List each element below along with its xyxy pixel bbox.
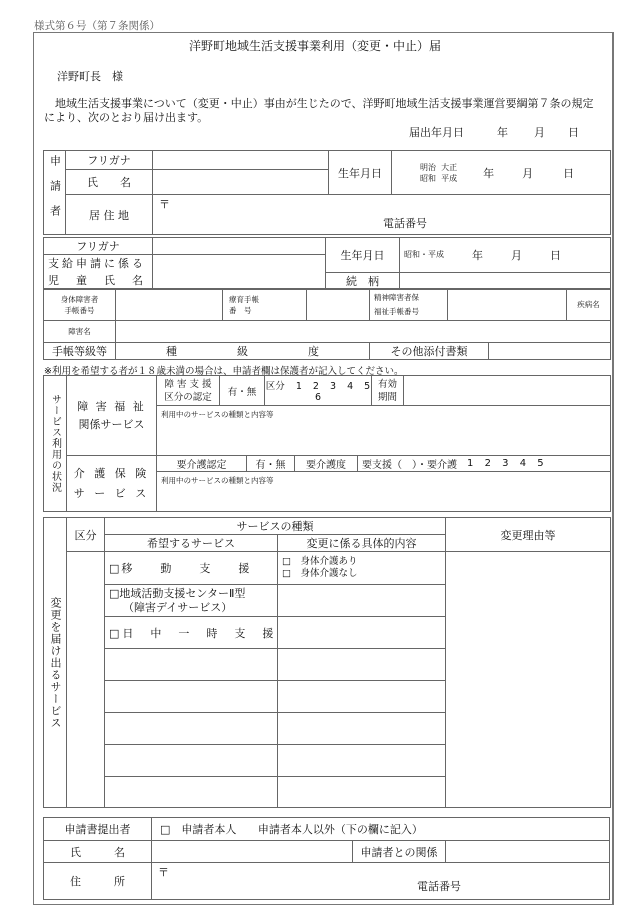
class-option-1[interactable]: 1 (295, 381, 302, 392)
grade-level: 級 (237, 345, 248, 358)
grade-input[interactable] (116, 343, 370, 360)
applicant-name-label: 氏 名 (66, 170, 153, 195)
form-number: 様式第６号（第７条関係） (34, 20, 160, 32)
disability-name-input[interactable] (116, 321, 611, 343)
details-row-6[interactable] (278, 713, 446, 745)
category-input[interactable] (67, 552, 105, 808)
class-option-list[interactable] (296, 381, 370, 403)
submission-month-label: 月 (534, 126, 545, 139)
submitter-phone-label: 電話番号 (417, 880, 461, 893)
service-row-8[interactable] (105, 777, 278, 808)
applicant-section-label: 申請者 (44, 151, 66, 235)
submission-year-label: 年 (497, 126, 508, 139)
care-option-3[interactable]: 3 (502, 458, 509, 469)
care-level-options[interactable] (467, 458, 544, 469)
form-title: 洋野町地域生活支援事業利用（変更・中止）届 (188, 39, 441, 53)
welfare-service-label: 障 害 福 祉 関係サービス (67, 376, 157, 456)
details-row-7[interactable] (278, 745, 446, 777)
applicant-birthdate-label: 生年月日 (329, 151, 392, 195)
service-status-section-label: サービス利用の状況 (44, 376, 67, 512)
note-text: ※利用を希望する者が１８歳未満の場合は、申請者欄は保護者が記入してください。 (44, 366, 404, 377)
care-cert-label: 要介護認定 (157, 456, 247, 471)
physical-care-no-checkbox[interactable]: □ 身体介護なし (282, 568, 358, 579)
rehab-cert-label: 療育手帳 番 号 (223, 289, 307, 321)
submitter-relation-input[interactable] (446, 841, 610, 863)
change-services-table (43, 517, 611, 808)
validity-input[interactable] (404, 376, 611, 406)
child-day-label: 日 (550, 248, 561, 262)
submitter-other-option[interactable]: 申請者本人以外（下の欄に記入） (257, 823, 423, 836)
class-option-3[interactable]: 3 (330, 381, 337, 392)
applicant-address-input[interactable] (153, 195, 611, 235)
reason-label: 変更理由等 (446, 518, 611, 552)
welfare-current-services[interactable]: 利用中のサービスの種類と内容等 (157, 406, 611, 456)
child-birthdate-input[interactable] (400, 238, 611, 273)
intro-text: 地域生活支援事業について（変更・中止）事由が生じたので、洋野町地域生活支援事業運営要綱第７条の規定により、次のとおり届け出ます。 (44, 97, 594, 124)
child-table (43, 237, 611, 290)
desired-service-label: 希望するサービス (105, 535, 278, 552)
child-name-label: 支給申請に係る 児 童 氏 名 (44, 255, 153, 290)
care-support-option[interactable]: 要支援（ ）・要介護 (362, 460, 457, 471)
submitter-address-input[interactable] (152, 863, 610, 900)
child-year-label: 年 (472, 248, 483, 262)
service-row-6[interactable] (105, 713, 278, 745)
applicant-name-input[interactable] (153, 170, 329, 195)
care-option-5[interactable]: 5 (537, 458, 544, 469)
support-cert-yes-no[interactable]: 有・無 (220, 376, 265, 406)
child-eras: 昭和・平成 (404, 250, 444, 260)
disability-name-label: 障害名 (44, 321, 116, 343)
reason-input[interactable] (446, 552, 611, 808)
era-meiji: 明治 (420, 162, 436, 172)
submitter-relation-label: 申請者との関係 (353, 841, 446, 863)
postal-mark: 〒 (159, 198, 170, 211)
rehab-cert-input[interactable] (307, 289, 370, 321)
birth-month-label: 月 (522, 166, 534, 180)
class-option-2[interactable]: 2 (312, 381, 319, 392)
addressee: 洋野町長 様 (57, 70, 123, 83)
grade-type: 種 (166, 345, 177, 358)
class-option-4[interactable]: 4 (347, 381, 354, 392)
care-option-2[interactable]: 2 (484, 458, 491, 469)
child-relation-input[interactable] (400, 272, 611, 290)
service-row-3[interactable]: □日 中 一 時 支 援 (105, 617, 278, 649)
physical-care-yes-checkbox[interactable]: □ 身体介護あり (282, 556, 358, 567)
care-level-label: 要介護度 (295, 456, 358, 471)
certificates-table (43, 288, 611, 360)
details-row-4[interactable] (278, 649, 446, 681)
child-birthdate-label: 生年月日 (326, 238, 400, 273)
service-row-7[interactable] (105, 745, 278, 777)
service-type-label: サービスの種類 (105, 518, 446, 535)
child-furigana-input[interactable] (153, 238, 326, 255)
care-cert-row (157, 456, 611, 472)
physical-cert-input[interactable] (116, 289, 223, 321)
applicant-furigana-label: フリガナ (66, 151, 153, 170)
submitter-table (43, 817, 610, 900)
details-row-2[interactable] (278, 585, 446, 617)
class-label: 区分 (265, 381, 285, 392)
validity-label: 有効 期間 (372, 376, 404, 406)
attachments-label: その他添付書類 (370, 343, 489, 360)
birth-day-label: 日 (563, 166, 575, 180)
class-option-5[interactable]: 5 (364, 381, 371, 392)
service-row-2[interactable]: □地域活動支援センターⅡ型 （障害デイサービス） (105, 585, 278, 617)
disease-label: 疾病名 (567, 289, 611, 321)
submission-day-label: 日 (568, 126, 579, 139)
care-cert-yes-no[interactable]: 有・無 (247, 456, 295, 471)
service-row-4[interactable] (105, 649, 278, 681)
details-row-8[interactable] (278, 777, 446, 808)
details-row-3[interactable] (278, 617, 446, 649)
support-cert-label: 障 害 支 援 区分の認定 (157, 376, 220, 406)
physical-cert-label: 身体障害者 手帳番号 (44, 289, 116, 321)
attachments-input[interactable] (489, 343, 611, 360)
class-option-6[interactable]: 6 (314, 392, 322, 403)
phone-label: 電話番号 (383, 217, 427, 230)
service-status-table (43, 375, 611, 512)
care-current-services[interactable]: 利用中のサービスの種類と内容等 (157, 472, 611, 512)
support-class-options[interactable] (265, 376, 372, 406)
details-row-5[interactable] (278, 681, 446, 713)
details-row-1[interactable] (278, 552, 446, 585)
era-showa: 昭和 (420, 173, 436, 183)
birth-year-label: 年 (483, 166, 495, 180)
submitter-name-label: 氏 名 (44, 841, 152, 863)
submitter-postal-mark: 〒 (158, 866, 169, 879)
change-details-label: 変更に係る具体的内容 (278, 535, 446, 552)
applicant-address-label: 居 住 地 (66, 195, 153, 235)
era-taisho: 大正 (441, 162, 458, 172)
category-label: 区分 (67, 518, 105, 552)
submitter-self-checkbox[interactable]: □ 申請者本人 (160, 823, 237, 836)
child-furigana-label: フリガナ (44, 238, 153, 255)
era-heisei: 平成 (441, 173, 458, 183)
mental-cert-label: 精神障害者保 福祉手帳番号 (370, 289, 448, 321)
submitter-options (152, 818, 610, 841)
change-section-label: 変更を届け出るサービス (44, 518, 67, 808)
grade-label: 手帳等級等 (44, 343, 116, 360)
child-relation-label: 続 柄 (326, 272, 400, 290)
mental-cert-input[interactable] (448, 289, 567, 321)
child-name-input[interactable] (153, 255, 326, 290)
care-option-1[interactable]: 1 (467, 458, 474, 469)
submitter-label: 申請書提出者 (44, 818, 152, 841)
submission-date-label: 届出年月日 (409, 126, 464, 139)
service-row-5[interactable] (105, 681, 278, 713)
care-option-4[interactable]: 4 (519, 458, 527, 469)
applicant-furigana-input[interactable] (153, 151, 329, 170)
applicant-table (43, 150, 611, 235)
applicant-birthdate-input[interactable] (392, 151, 611, 195)
service-row-1[interactable]: □移 動 支 援 (105, 552, 278, 585)
child-month-label: 月 (511, 248, 522, 262)
submitter-address-label: 住 所 (44, 863, 152, 900)
submitter-name-input[interactable] (152, 841, 353, 863)
grade-degree: 度 (308, 345, 319, 358)
care-insurance-label: 介 護 保 険 サ ー ビ ス (67, 456, 157, 512)
